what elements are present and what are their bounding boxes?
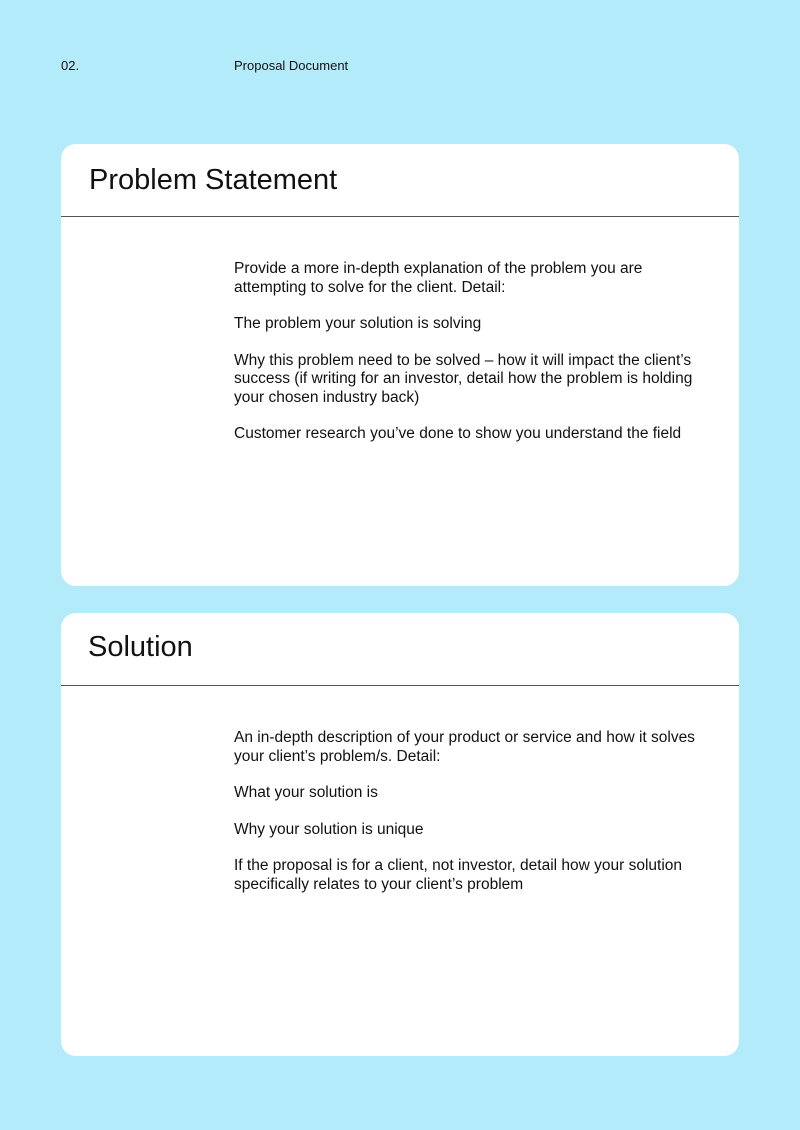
paragraph: What your solution is <box>234 784 378 801</box>
document-title: Proposal Document <box>234 58 349 73</box>
paragraph: Why this problem need to be solved – how it will impact the client’s success (if writing for an investor, detail how the problem is holding your chosen industry back) <box>234 351 693 406</box>
solution-card <box>61 613 739 1056</box>
paragraph: Provide a more in-depth explanation of the problem you are attempting to solve for the client. Detail: <box>234 260 643 296</box>
paragraph: An in-depth description of your product or service and how it solves your client’s problem/s. Detail: <box>234 729 695 765</box>
paragraph: Why your solution is unique <box>234 820 424 838</box>
section-body <box>234 729 714 912</box>
paragraph: The problem your solution is solving <box>234 315 482 332</box>
section-title: Solution <box>88 631 193 663</box>
paragraph: Customer research you’ve done to show you understand the field <box>234 425 682 442</box>
card-header <box>61 613 739 686</box>
section-title: Problem Statement <box>89 164 338 196</box>
section-body <box>234 260 714 462</box>
problem-statement-card <box>61 144 739 586</box>
page-number: 02. <box>61 58 80 73</box>
card-header <box>61 144 739 217</box>
paragraph: If the proposal is for a client, not investor, detail how your solution specifically relates to your client’s problem <box>234 857 683 893</box>
